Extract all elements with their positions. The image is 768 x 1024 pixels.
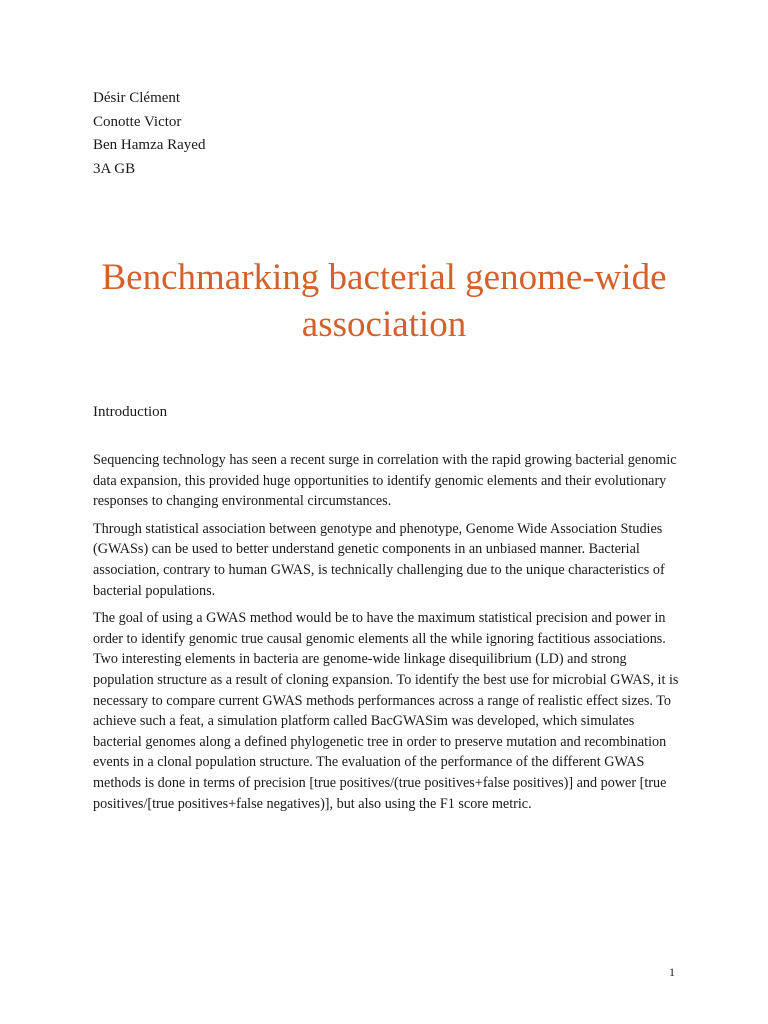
paragraph: Sequencing technology has seen a recent surge in correlation with the rapid growing bacterial genomic data expansion, this provided huge opportunities to identify genomic elements and their evolutionary responses to changing environmental circumstances. <box>93 452 677 510</box>
page-number: 1 <box>669 965 675 979</box>
paragraph: The goal of using a GWAS method would be to have the maximum statistical precision and power in order to identify genomic true causal genomic elements all the while ignoring factitious associations. Two interesting elements in bacteria are genome-wide linkage disequilibrium (LD) and strong population structure as a result of cloning expansion. To identify the best use for microbial GWAS, it is necessary to compare current GWAS methods performances across a range of realistic effect sizes. To achieve such a feat, a simulation platform called BacGWASim was developed, which simulates bacterial genomes along a defined phylogenetic tree in order to preserve mutation and recombination events in a clonal population structure. The evaluation of the performance of the different GWAS methods is done in terms of precision [true positives/(true positives+false positives)] and power [true positives/[true positives+false negatives)], but also using the F1 score metric. <box>93 610 679 812</box>
author-name: Conotte Victor <box>93 113 182 130</box>
class-label: 3A GB <box>93 160 136 177</box>
section-heading: Introduction <box>93 404 168 420</box>
paragraph: Through statistical association between genotype and phenotype, Genome Wide Association Studies (GWASs) can be used to better understand genetic components in an unbiased manner. Bacterial association, contrary to human GWAS, is technically challenging due to the unique characteristics of bacterial populations. <box>93 520 665 599</box>
document-title: Benchmarking bacterial genome-wide association <box>101 257 667 345</box>
author-name: Désir Clément <box>93 90 181 106</box>
author-name: Ben Hamza Rayed <box>93 137 206 153</box>
author-block <box>93 87 205 181</box>
body-text <box>93 450 683 821</box>
